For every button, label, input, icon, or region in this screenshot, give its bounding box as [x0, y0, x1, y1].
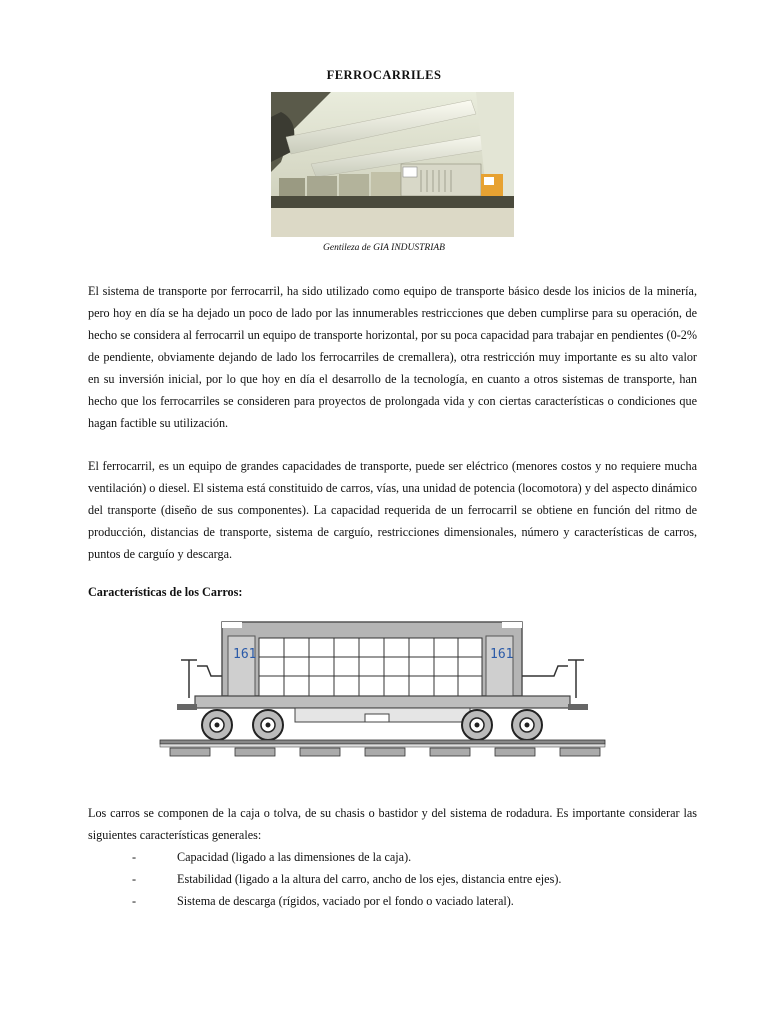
characteristics-list [88, 846, 697, 912]
section-heading: Características de los Carros: [88, 585, 243, 599]
list-item-text: Capacidad (ligado a las dimensiones de la caja). [177, 850, 412, 864]
list-item-text: Estabilidad (ligado a la altura del carro, ancho de los ejes, distancia entre ejes). [177, 872, 562, 886]
list-dash: - [132, 872, 137, 886]
list-item [88, 846, 697, 868]
list-item [88, 868, 697, 890]
document-title: FERROCARRILES [326, 68, 442, 82]
paragraph-2: El ferrocarril, es un equipo de grandes capacidades de transporte, puede ser eléctrico (menores costos y no requiere mucha ventilación) o diesel. El sistema está constituido de carros, vías, una unidad de potencia (locomotora) y del aspecto dinámico del transporte (diseño de sus componentes). La capacidad requerida de un ferrocarril se obtiene en función del ritmo de producción, distancias de transporte, sistema de carguío, restricciones dimensionales, número y características de carros, puntos de carguío y descarga. [88, 459, 697, 561]
rail-car-diagram [155, 618, 610, 762]
paragraph-1: El sistema de transporte por ferrocarril, ha sido utilizado como equipo de transporte básico desde los inicios de la minería, pero hoy en día se ha dejado un poco de lado por las innumerables restricciones que deben cumplirse para su operación, de hecho se considera al ferrocarril un equipo de transporte horizontal, por su poca capacidad para trabajar en pendientes (0-2% de pendiente, obviamente dejando de lado los ferrocarriles de cremallera), otra restricción muy importante es su alto valor en su inversión inicial, por lo que hoy en día el desarrollo de la tecnología, en cuanto a otros sistemas de transporte, han hecho que los ferrocarriles se consideren para proyectos de prolongada vida y con ciertas características o condiciones que hagan factible su utilización. [88, 284, 697, 430]
mine-train-photo [271, 92, 514, 237]
paragraph-3: Los carros se componen de la caja o tolva, de su chasis o bastidor y del sistema de rodadura. Es importante considerar las siguientes características generales: [88, 806, 697, 842]
list-item-text: Sistema de descarga (rígidos, vaciado por el fondo o vaciado lateral). [177, 894, 514, 908]
list-item [88, 890, 697, 912]
car-number-right: 161 [490, 647, 514, 662]
list-dash: - [132, 850, 137, 864]
list-dash: - [132, 894, 137, 908]
photo-caption: Gentileza de GIA INDUSTRIAB [323, 243, 445, 253]
car-number-left: 161 [233, 647, 257, 662]
